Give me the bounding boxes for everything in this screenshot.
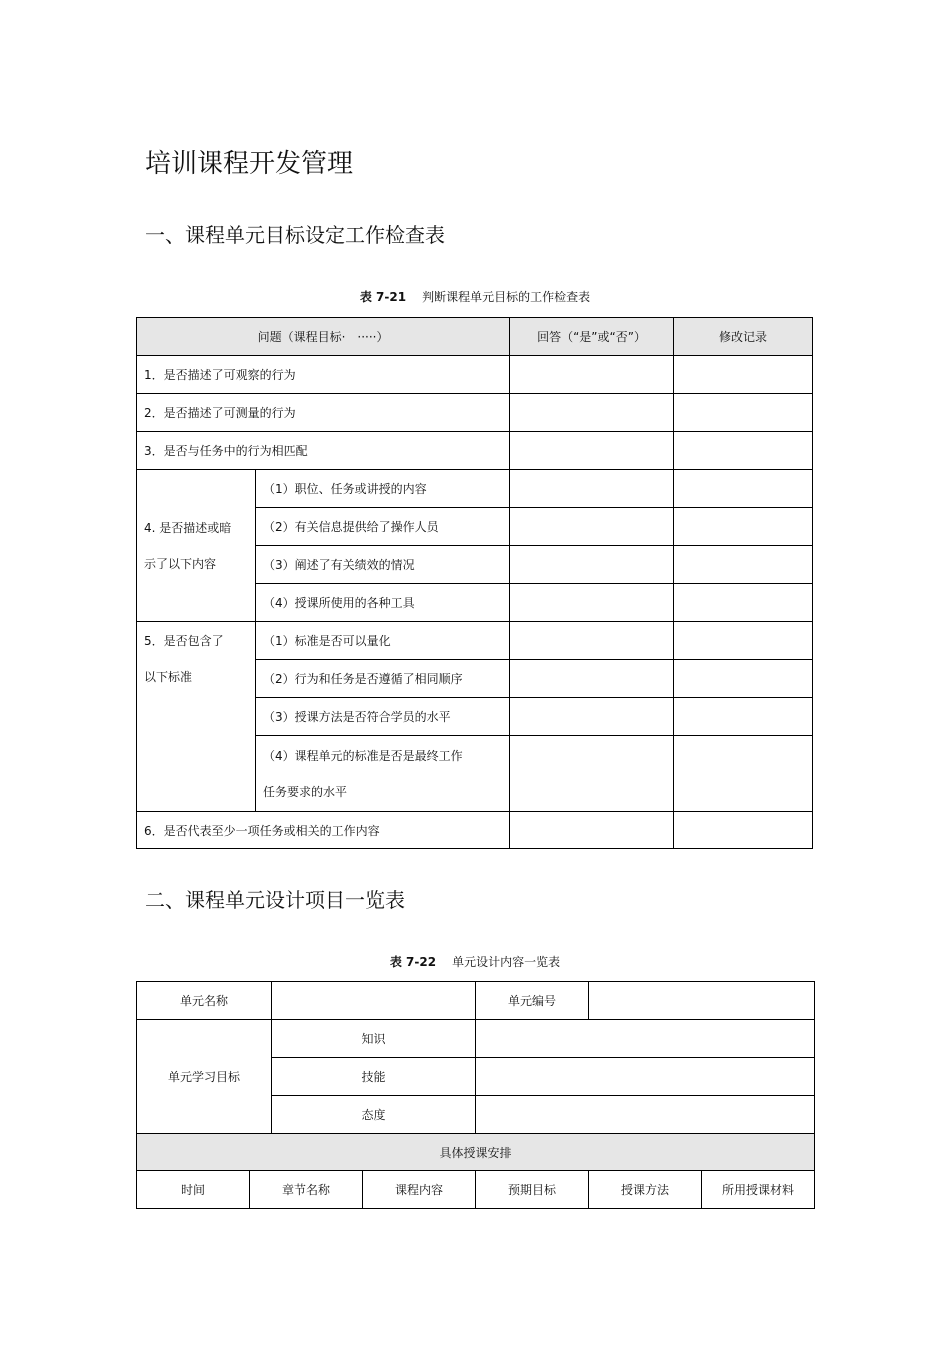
revision-cell[interactable] — [674, 660, 813, 698]
answer-cell[interactable] — [510, 470, 674, 508]
answer-cell[interactable] — [510, 508, 674, 546]
answer-cell[interactable] — [510, 660, 674, 698]
question-4-line1: 4. 是否描述或暗 — [144, 520, 232, 535]
question-3: 3．是否与任务中的行为相匹配 — [137, 432, 510, 470]
arrangement-header: 具体授课安排 — [137, 1134, 815, 1171]
header-answer: 回答（“是”或“否”） — [510, 318, 674, 356]
column-chapter-name: 章节名称 — [250, 1171, 363, 1209]
goal-attitude-value[interactable] — [476, 1096, 815, 1134]
question-2: 2．是否描述了可测量的行为 — [137, 394, 510, 432]
question-4 — [137, 470, 256, 622]
unit-name-value[interactable] — [272, 982, 476, 1020]
question-6: 6．是否代表至少一项任务或相关的工作内容 — [137, 812, 510, 849]
table1-caption — [0, 288, 950, 305]
unit-number-label: 单元编号 — [476, 982, 589, 1020]
revision-cell[interactable] — [674, 698, 813, 736]
table1-caption-text: 判断课程单元目标的工作检查表 — [422, 290, 591, 304]
column-expected-goal: 预期目标 — [476, 1171, 589, 1209]
answer-cell[interactable] — [510, 432, 674, 470]
section2-heading: 二、课程单元设计项目一览表 — [145, 888, 405, 912]
table2-caption-number: 表 7-22 — [389, 955, 437, 969]
column-teaching-method: 授课方法 — [589, 1171, 702, 1209]
goal-knowledge-value[interactable] — [476, 1020, 815, 1058]
table1-caption-number: 表 7-21 — [359, 290, 407, 304]
header-revision: 修改记录 — [674, 318, 813, 356]
revision-cell[interactable] — [674, 812, 813, 849]
question-5-item-line2: 任务要求的水平 — [263, 784, 348, 799]
goal-skill-label: 技能 — [272, 1058, 476, 1096]
header-question: 问题（课程目标· ·····） — [137, 318, 510, 356]
question-5-item: （3）授课方法是否符合学员的水平 — [256, 698, 510, 736]
answer-cell[interactable] — [510, 736, 674, 812]
revision-cell[interactable] — [674, 432, 813, 470]
page-title: 培训课程开发管理 — [145, 149, 354, 179]
question-5-item: （2）行为和任务是否遵循了相同顺序 — [256, 660, 510, 698]
section1-heading: 一、课程单元目标设定工作检查表 — [145, 223, 445, 247]
goal-attitude-label: 态度 — [272, 1096, 476, 1134]
objective-checklist-table — [136, 317, 813, 849]
table2-caption-text: 单元设计内容一览表 — [452, 955, 561, 969]
question-4-item: （3）阐述了有关绩效的情况 — [256, 546, 510, 584]
goal-skill-value[interactable] — [476, 1058, 815, 1096]
question-4-item: （1）职位、任务或讲授的内容 — [256, 470, 510, 508]
column-teaching-materials: 所用授课材料 — [702, 1171, 815, 1209]
question-5-line1: 5．是否包含了 — [144, 634, 224, 648]
answer-cell[interactable] — [510, 394, 674, 432]
unit-goal-label: 单元学习目标 — [137, 1020, 272, 1134]
goal-knowledge-label: 知识 — [272, 1020, 476, 1058]
question-4-line2: 示了以下内容 — [144, 556, 217, 571]
revision-cell[interactable] — [674, 470, 813, 508]
unit-design-table — [136, 981, 815, 1209]
question-5-line2: 以下标准 — [144, 670, 193, 684]
question-5-item: （1）标准是否可以量化 — [256, 622, 510, 660]
question-5-item-line1: （4）课程单元的标准是否是最终工作 — [263, 748, 463, 763]
column-course-content: 课程内容 — [363, 1171, 476, 1209]
revision-cell[interactable] — [674, 546, 813, 584]
table2-caption — [0, 953, 950, 970]
revision-cell[interactable] — [674, 584, 813, 622]
revision-cell[interactable] — [674, 394, 813, 432]
answer-cell[interactable] — [510, 622, 674, 660]
answer-cell[interactable] — [510, 356, 674, 394]
question-5 — [137, 622, 256, 812]
question-5-item — [256, 736, 510, 812]
answer-cell[interactable] — [510, 812, 674, 849]
question-4-item: （4）授课所使用的各种工具 — [256, 584, 510, 622]
revision-cell[interactable] — [674, 508, 813, 546]
revision-cell[interactable] — [674, 622, 813, 660]
answer-cell[interactable] — [510, 546, 674, 584]
answer-cell[interactable] — [510, 584, 674, 622]
question-1: 1．是否描述了可观察的行为 — [137, 356, 510, 394]
revision-cell[interactable] — [674, 356, 813, 394]
unit-number-value[interactable] — [589, 982, 815, 1020]
unit-name-label: 单元名称 — [137, 982, 272, 1020]
revision-cell[interactable] — [674, 736, 813, 812]
answer-cell[interactable] — [510, 698, 674, 736]
question-4-item: （2）有关信息提供给了操作人员 — [256, 508, 510, 546]
column-time: 时间 — [137, 1171, 250, 1209]
